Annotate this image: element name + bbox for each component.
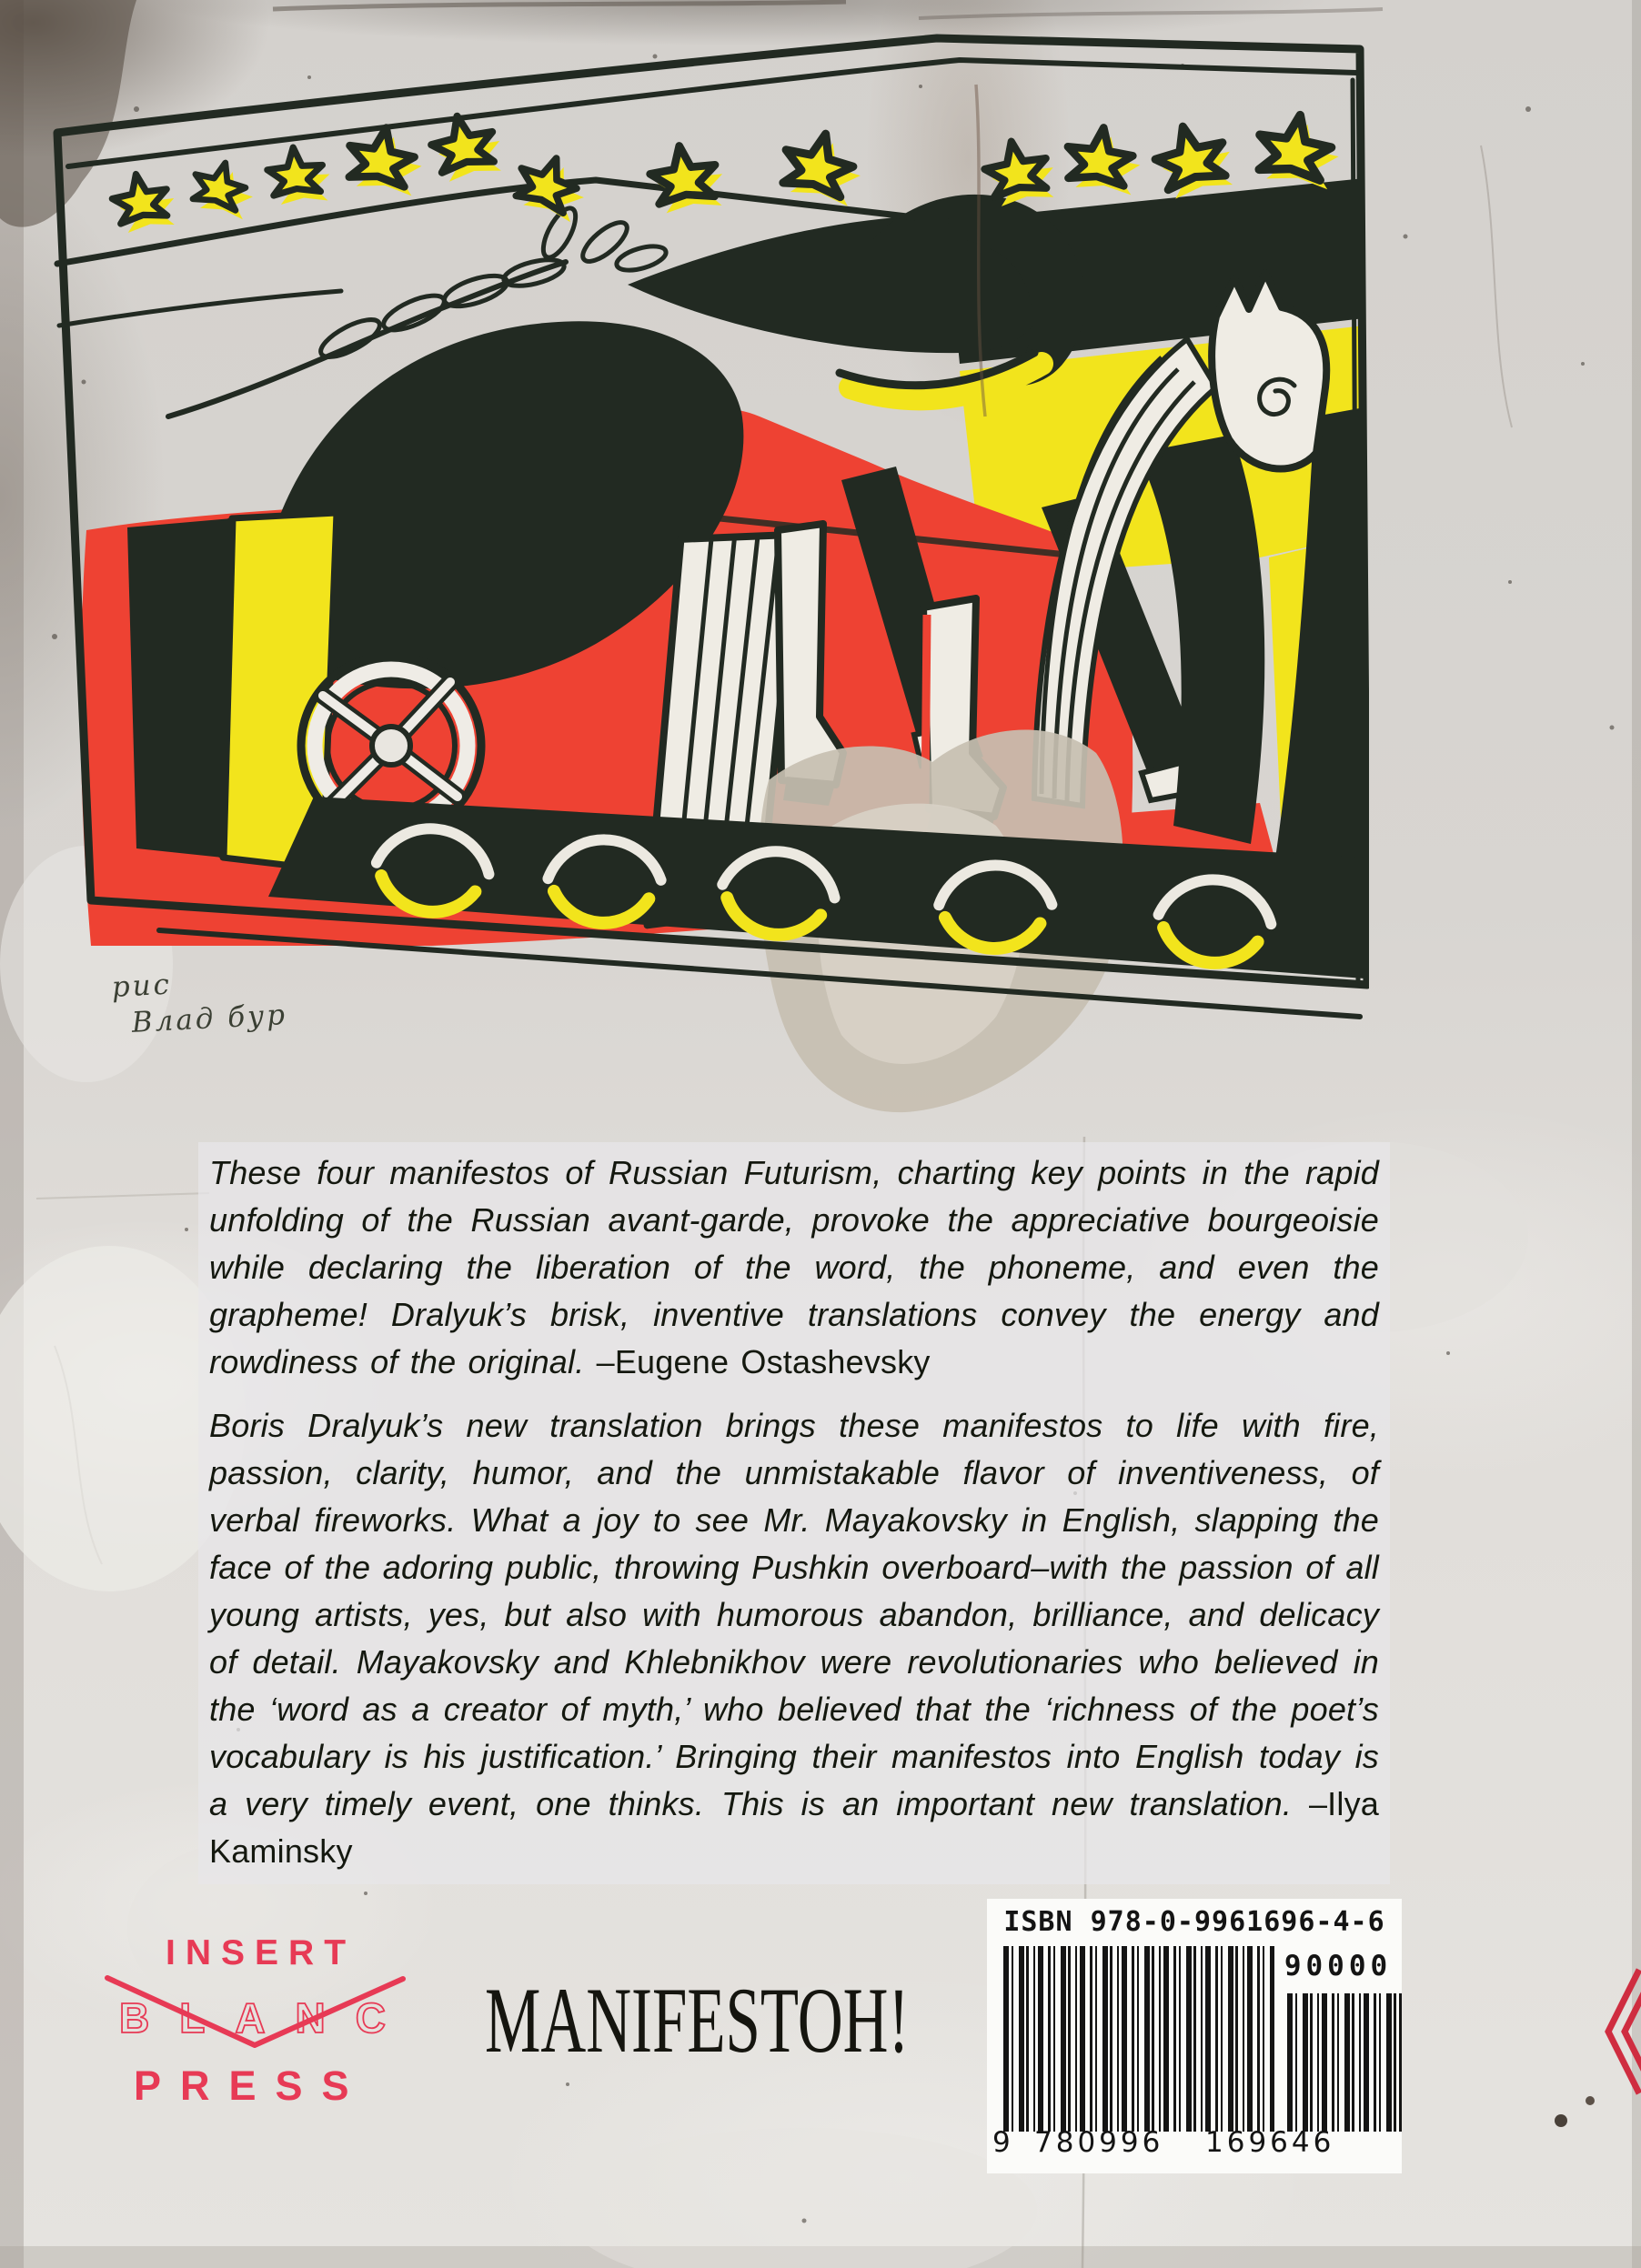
blurb-text: These four manifestos of Russian Futurism, charting key points in the rapid unfolding of the Russian avant-garde, provoke the appreciative bourgeoisie while declaring the liberation of the word, the phoneme, and even the grapheme! Dralyuk’s brisk, inventive translations convey the energy and rowdiness of the original. [209, 1154, 1379, 1380]
signature-line1: рис [110, 968, 173, 1004]
barcode-bars-main [1003, 1946, 1274, 2132]
isbn-barcode [987, 1899, 1402, 2173]
artist-signature [111, 962, 288, 1040]
publisher-logo-press: PRESS [134, 2062, 368, 2109]
futurist-illustration [50, 25, 1369, 1126]
barcode-bars-supplement [1287, 1993, 1402, 2132]
spine-chevron-icon [1599, 1966, 1641, 2099]
barcode-price-code: 90000 [1284, 1950, 1393, 1982]
barcode-digit-group: 780996 [1034, 2126, 1164, 2159]
signature-line2: Влад бур [130, 998, 288, 1039]
publisher-logo-blanc: BLANC [119, 1994, 416, 2042]
blurb-text: Boris Dralyuk’s new translation brings these manifestos to life with fire, passion, clarity, humor, and the unmistakable flavor of inventiveness, of verbal fireworks. What a joy to see Mr. Mayakovsky in English, slapping the face of the adoring public, throwing Pushkin overboard–with the passion of all young artists, yes, but also with humorous abandon, brilliance, and delicacy of detail. Mayakovsky and Khlebnikhov were revolutionaries who believed in the ‘word as a creator of myth,’ who believed that the ‘richness of the poet’s vocabulary is his justification.’ Bringing their manifestos into English today is a very timely event, one thinks. This is an important new translation. [209, 1407, 1379, 1822]
isbn-number: ISBN 978-0-9961696-4-6 [1003, 1906, 1385, 1938]
blurb-ostashevsky [198, 1142, 1390, 1395]
blurb-attribution: –Ilya Kaminsky [209, 1785, 1379, 1870]
barcode-digit-group: 169646 [1205, 2126, 1335, 2159]
barcode-digit-group: 9 [992, 2126, 1014, 2159]
blurb-kaminsky [198, 1395, 1390, 1884]
publisher-logo-insert: INSERT [166, 1933, 357, 1972]
book-title: MANIFESTOH! [485, 1969, 910, 2072]
blurb-attribution: –Eugene Ostashevsky [596, 1343, 931, 1380]
